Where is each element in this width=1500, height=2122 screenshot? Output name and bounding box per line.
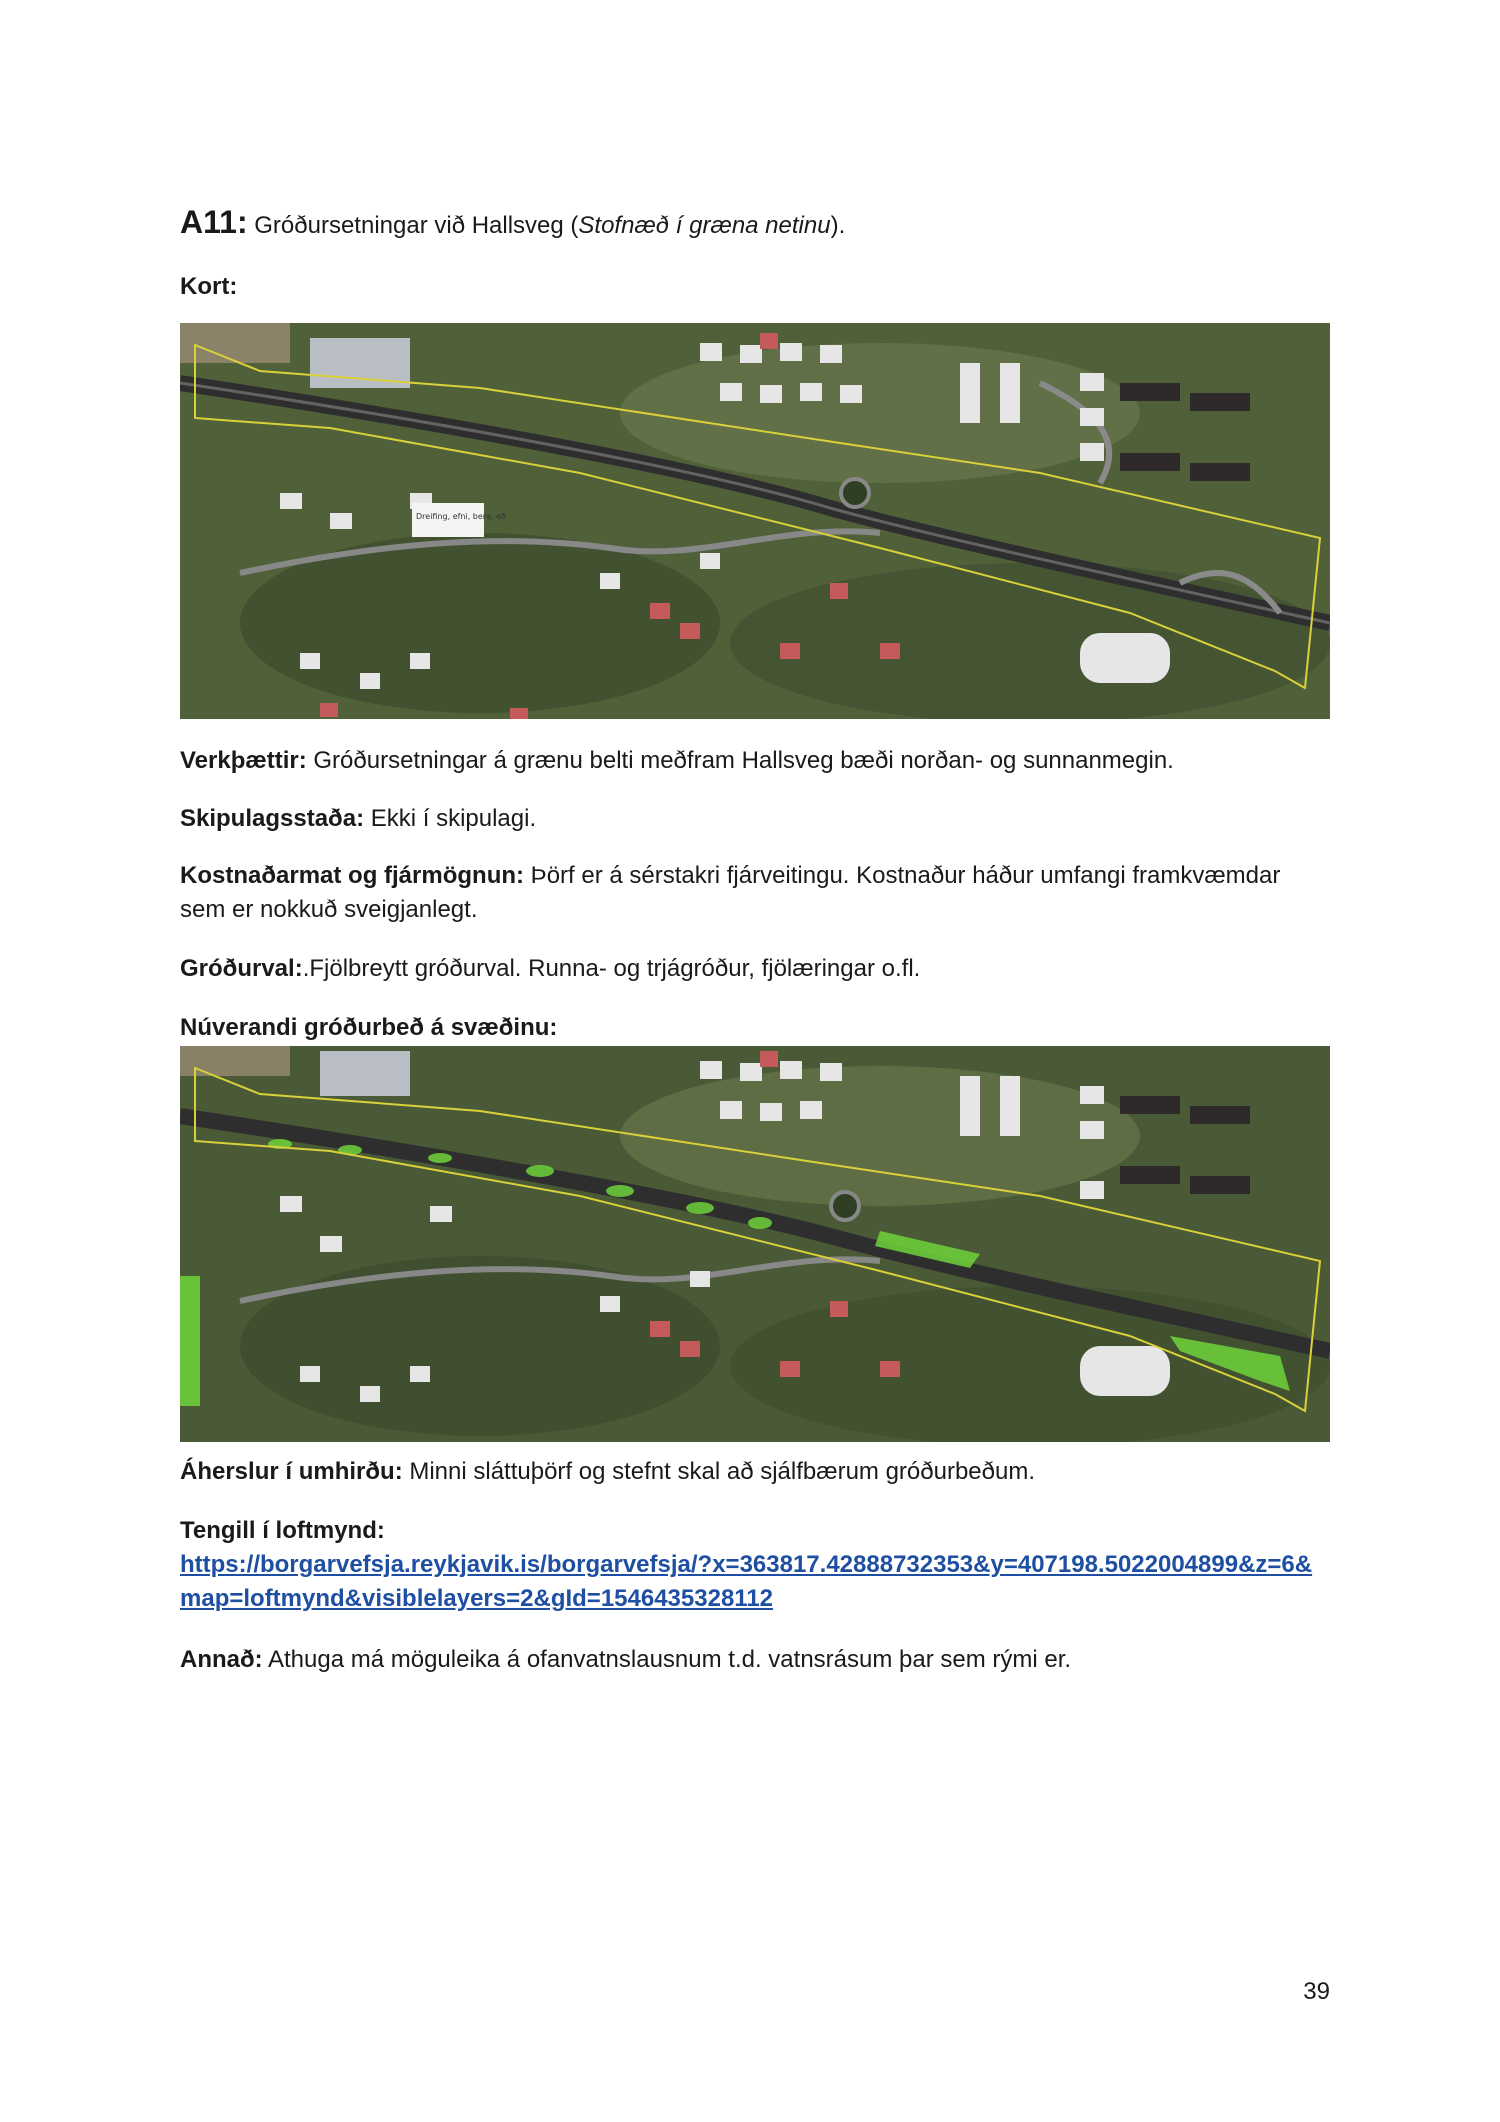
- page-number: 39: [1303, 1978, 1330, 2005]
- map-label: Kort:: [180, 273, 238, 300]
- aerial-photo-beds: [180, 1046, 1330, 1442]
- grodurval-text: .Fjölbreytt gróðurval. Runna- og trjágróður, fjölæringar o.fl.: [302, 955, 921, 982]
- kostnadur-text: Þörf er á sérstakri fjárveitingu. Kostnaður háður umfangi framkvæmdar sem er nokkuð sveigjanlegt.: [180, 862, 1281, 923]
- aherslur-text: Minni sláttuþörf og stefnt skal að sjálfbærum gróðurbeðum.: [402, 1458, 1035, 1485]
- aerial-photo-link[interactable]: https://borgarvefsja.reykjavik.is/borgarvefsja/?x=363817.42888732353&y=407198.5022004899&z=6&map=loftmynd&visiblelayers=2&gId=1546435328112: [180, 1551, 1313, 1612]
- skipulag-text: Ekki í skipulagi.: [364, 805, 537, 832]
- section-heading: [180, 205, 845, 243]
- skipulag-paragraph: [180, 802, 1330, 836]
- aerial-photo: [180, 323, 1330, 719]
- section-title-italic: Stofnæð í græna netinu: [578, 212, 831, 239]
- verkthaettir-label: Verkþættir:: [180, 747, 307, 774]
- kostnadur-paragraph: [180, 859, 1330, 927]
- tengill-link-wrapper: [180, 1548, 1330, 1616]
- section-title: Gróðursetningar við Hallsveg (: [254, 212, 579, 239]
- aerial-map-current-beds: [180, 1046, 1330, 1442]
- verkthaettir-paragraph: [180, 744, 1330, 778]
- annad-text: Athuga má möguleika á ofanvatnslausnum t.d. vatnsrásum þar sem rými er.: [262, 1646, 1072, 1673]
- grodurval-paragraph: [180, 952, 1330, 986]
- kostnadur-label: Kostnaðarmat og fjármögnun:: [180, 862, 525, 889]
- grodurval-label: Gróðurval:: [180, 955, 303, 982]
- annad-label: Annað:: [180, 1646, 263, 1673]
- section-title-close: ).: [830, 212, 846, 239]
- tengill-label: Tengill í loftmynd:: [180, 1517, 385, 1544]
- section-code: A11:: [180, 204, 248, 240]
- aerial-map-overview: [180, 323, 1330, 719]
- annad-paragraph: [180, 1643, 1330, 1677]
- map-note: Dreifing, efni, bera, eð: [416, 512, 506, 521]
- aherslur-paragraph: [180, 1455, 1330, 1489]
- aherslur-label: Áherslur í umhirðu:: [180, 1458, 403, 1485]
- nuverandi-label: Núverandi gróðurbeð á svæðinu:: [180, 1014, 558, 1041]
- skipulag-label: Skipulagsstaða:: [180, 805, 365, 832]
- verkthaettir-text: Gróðursetningar á grænu belti meðfram Hallsveg bæði norðan- og sunnanmegin.: [306, 747, 1174, 774]
